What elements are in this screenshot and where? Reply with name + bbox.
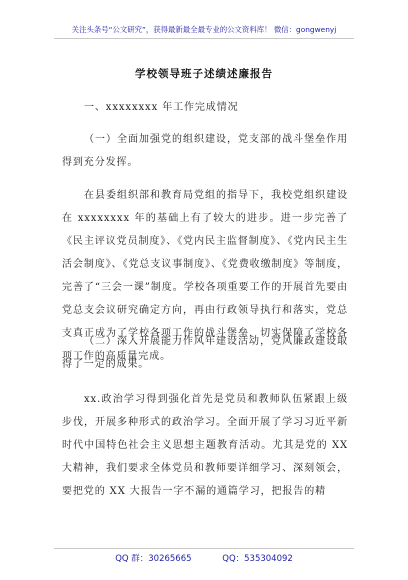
sub-heading-party-organization: （一）全面加强党的组织建设，党支部的战斗堡垒作用得到充分发挥。 — [62, 134, 348, 168]
body-paragraph-political-study: xx.政治学习得到强化首先是党员和教师队伍紧跟上级步伐，开展多种形式的政治学习。全面开展了学习习近平新时代中国特色社会主义思想主题教育活动。尤其是党的 XX 大精神，我们要求全体党员和教师要详细学习、深刻领会，要把党的 XX 大报告一字不漏的通篇学习，把报告的精 — [62, 394, 348, 497]
footer-qq-number: QQ：535304092 — [222, 554, 293, 564]
section-heading: 一、xxxxxxxx 年工作完成情况 — [84, 102, 239, 113]
body-paragraph-organization: 在县委组织部和教育局党组的指导下，我校党组织建设在 xxxxxxxx 年的基础上有了较大的进步。进一步完善了《民主评议党员制度》、《党内民主监督制度》、《党内民主生活会制度》、《党总支议事制度》、《党费收缴制度》等制度，完善了“三会一课”制度。学校各项重要工作的开展首先要由党总支会议研究确定方向，再由行政领导执行和落实，党总支真正成为了学校各项工作的战斗堡垒，切实保障了学校各项工作的高质量完成。 — [62, 190, 348, 362]
footer-qq-group: QQ 群：30265665 — [115, 554, 192, 564]
footer-contacts — [0, 552, 408, 564]
header-divider — [54, 38, 354, 39]
document-title: 学校领导班子述绩述廉报告 — [135, 68, 273, 80]
header-banner: 关注头条号“公文研究”，获得最新最全最专业的公文资料库！ 微信：gongwenyj — [71, 25, 337, 34]
sub-heading-conduct-building: （二）深入开展能力作风年建设活动，党风廉政建设取得了一定的成果。 — [62, 336, 348, 370]
footer-divider — [54, 548, 354, 549]
